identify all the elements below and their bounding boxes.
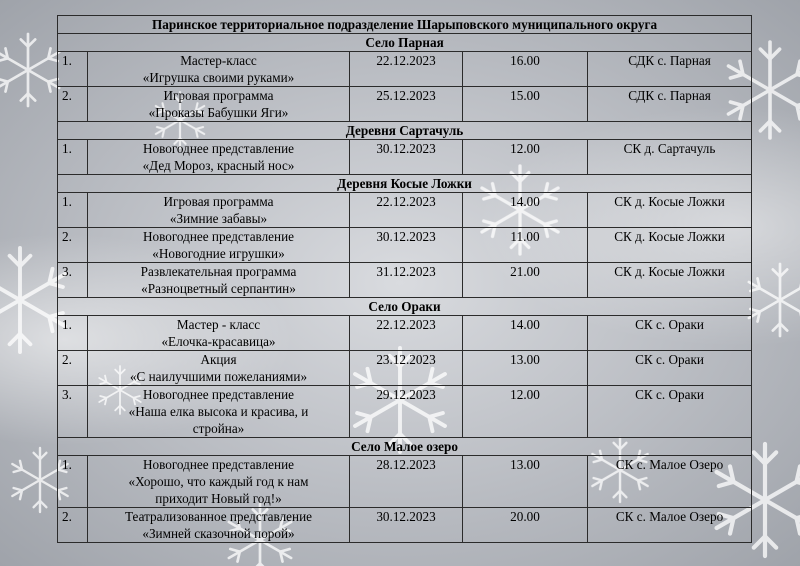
table-row [58,351,752,386]
event-time: 11.00 [463,228,588,263]
event-title-line: Акция [200,352,237,367]
table-row [58,508,752,543]
event-time: 14.00 [463,316,588,351]
event-title [88,351,350,386]
event-number: 1. [58,316,88,351]
event-title-line: «Разноцветный серпантин» [141,281,296,296]
event-date: 30.12.2023 [350,228,463,263]
event-title-line: «Елочка-красавица» [161,334,276,349]
event-time: 13.00 [463,351,588,386]
event-title-line: «Хорошо, что каждый год к нам [128,474,309,489]
event-date: 30.12.2023 [350,140,463,175]
section-heading: Деревня Сартачуль [58,122,752,140]
event-place: СДК с. Парная [588,87,752,122]
event-date: 22.12.2023 [350,316,463,351]
event-title-line: «Новогодние игрушки» [152,246,285,261]
event-time: 16.00 [463,52,588,87]
section-heading: Село Малое озеро [58,438,752,456]
event-time: 14.00 [463,193,588,228]
event-title [88,228,350,263]
event-number: 3. [58,386,88,438]
event-date: 25.12.2023 [350,87,463,122]
event-title-line: «Зимней сказочной порой» [142,526,295,541]
event-title-line: приходит Новый год!» [155,491,282,506]
event-title-line: «С наилучшими пожеланиями» [129,369,308,384]
event-time: 13.00 [463,456,588,508]
table-row [58,140,752,175]
event-number: 1. [58,456,88,508]
table-row [58,386,752,438]
event-title-line: Мастер - класс [176,317,261,332]
event-schedule-table [57,15,752,543]
table-row [58,193,752,228]
event-number: 3. [58,263,88,298]
event-title [88,87,350,122]
event-title-line: Театрализованное представление [125,509,312,524]
event-number: 1. [58,193,88,228]
event-date: 22.12.2023 [350,193,463,228]
event-title-line: Игровая программа [163,88,274,103]
section-heading: Деревня Косые Ложки [58,175,752,193]
event-place: СК с. Ораки [588,351,752,386]
section-heading: Село Парная [58,34,752,52]
event-place: СК д. Косые Ложки [588,228,752,263]
event-title-line: Новогоднее представление [142,229,295,244]
event-title-line: «Наша елка высока и красива, и [128,404,309,419]
event-number: 2. [58,508,88,543]
event-title [88,193,350,228]
table-row [58,228,752,263]
table-row [58,263,752,298]
event-title [88,52,350,87]
event-title-line: Мастер-класс [180,53,257,68]
event-title-line: «Дед Мороз, красный нос» [142,158,295,173]
event-date: 23.12.2023 [350,351,463,386]
event-place: СК с. Малое Озеро [588,508,752,543]
table-row [58,52,752,87]
event-place: СК д. Сартачуль [588,140,752,175]
event-title-line: «Игрушка своими руками» [142,70,295,85]
table-row [58,87,752,122]
event-number: 2. [58,351,88,386]
event-number: 2. [58,87,88,122]
event-title [88,456,350,508]
event-time: 20.00 [463,508,588,543]
event-place: СК с. Малое Озеро [588,456,752,508]
event-time: 12.00 [463,140,588,175]
event-place: СК с. Ораки [588,386,752,438]
event-place: СК с. Ораки [588,316,752,351]
event-place: СК д. Косые Ложки [588,263,752,298]
event-title [88,316,350,351]
event-title [88,508,350,543]
event-number: 1. [58,52,88,87]
table-header: Паринское территориальное подразделение Шарыповского муниципального округа [58,16,752,34]
event-title [88,386,350,438]
event-date: 29.12.2023 [350,386,463,438]
event-place: СК д. Косые Ложки [588,193,752,228]
event-date: 28.12.2023 [350,456,463,508]
event-title-line: Игровая программа [163,194,274,209]
event-title-line: Развлекательная программа [140,264,297,279]
event-title [88,263,350,298]
event-date: 31.12.2023 [350,263,463,298]
event-title-line: Новогоднее представление [142,457,295,472]
event-title-line: «Зимние забавы» [169,211,268,226]
event-place: СДК с. Парная [588,52,752,87]
event-number: 1. [58,140,88,175]
event-title-line: Новогоднее представление [142,141,295,156]
event-time: 15.00 [463,87,588,122]
section-heading: Село Ораки [58,298,752,316]
table-row [58,316,752,351]
event-time: 12.00 [463,386,588,438]
event-date: 30.12.2023 [350,508,463,543]
event-title-line: стройна» [192,421,245,436]
event-date: 22.12.2023 [350,52,463,87]
table-row [58,456,752,508]
event-time: 21.00 [463,263,588,298]
event-title [88,140,350,175]
event-number: 2. [58,228,88,263]
event-title-line: «Проказы Бабушки Яги» [148,105,289,120]
event-title-line: Новогоднее представление [142,387,295,402]
